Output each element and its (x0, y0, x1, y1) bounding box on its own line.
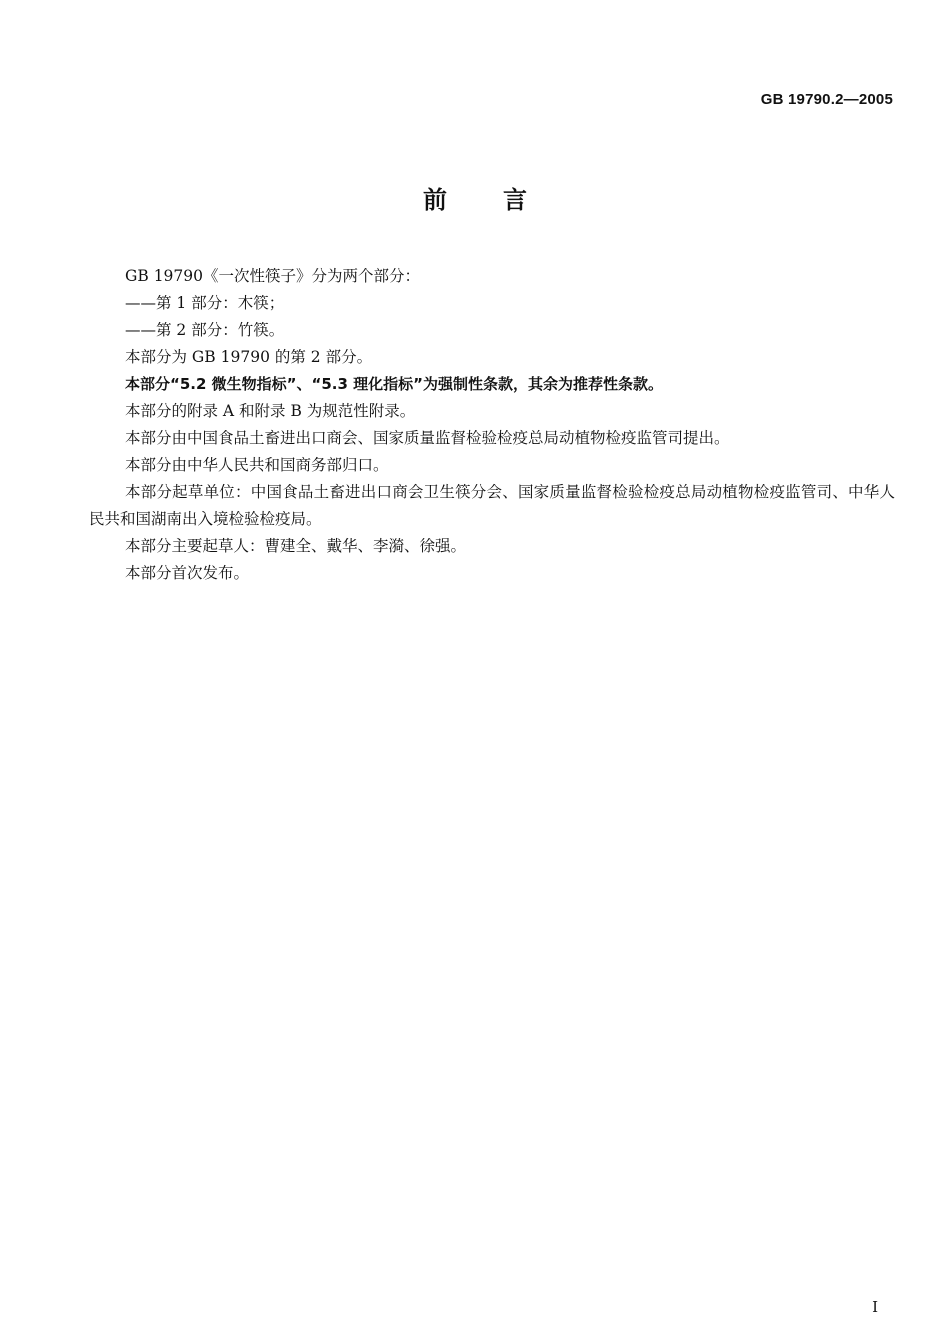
title-char-1: 前 (423, 186, 447, 214)
paragraph-part-2: ——第 2 部分：竹筷。 (125, 321, 285, 339)
page-title (0, 180, 950, 215)
paragraph-proposed-by: 本部分由中国食品土畜进出口商会、国家质量监督检验检疫总局动植物检疫监管司提出。 (125, 429, 730, 447)
paragraph-parts-intro: GB 19790《一次性筷子》分为两个部分： (125, 267, 421, 285)
paragraph-part-1: ——第 1 部分：木筷； (125, 294, 285, 312)
paragraph-centralized-by: 本部分由中华人民共和国商务部归口。 (125, 456, 389, 474)
paragraph-mandatory-clauses: 本部分“5.2 微生物指标”、“5.3 理化指标”为强制性条款，其余为推荐性条款。 (125, 375, 664, 393)
title-char-2: 言 (503, 186, 527, 214)
paragraph-this-part: 本部分为 GB 19790 的第 2 部分。 (125, 348, 373, 366)
paragraph-main-drafters: 本部分主要起草人：曹建全、戴华、李漪、徐强。 (125, 537, 467, 555)
page-number: I (872, 1298, 878, 1316)
paragraph-annexes: 本部分的附录 A 和附录 B 为规范性附录。 (125, 402, 416, 420)
paragraph-drafting-units: 本部分起草单位：中国食品土畜进出口商会卫生筷分会、国家质量监督检验检疫总局动植物检疫监管司、中华人民共和国湖南出入境检验检疫局。 (89, 483, 895, 528)
paragraph-first-release: 本部分首次发布。 (125, 564, 250, 582)
foreword-body (89, 263, 895, 587)
standard-code: GB 19790.2—2005 (760, 91, 893, 108)
